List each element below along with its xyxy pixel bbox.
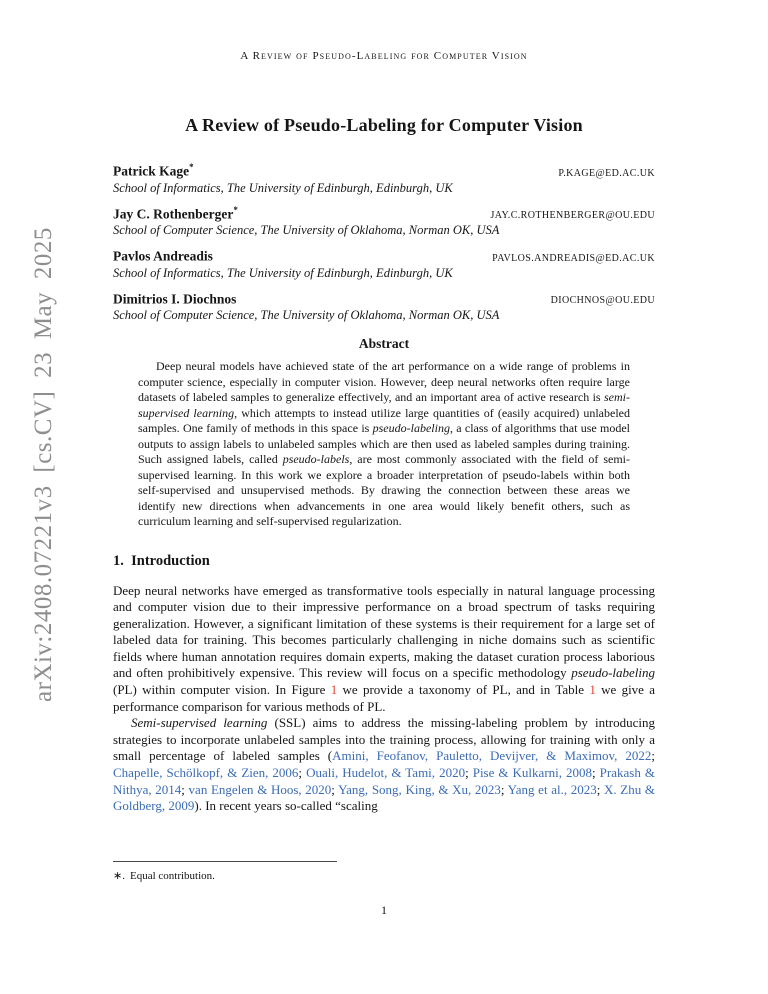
author-name-text: Jay C. Rothenberger — [113, 206, 234, 221]
abstract-body — [138, 359, 630, 530]
author-name — [113, 290, 236, 308]
equal-contribution-mark: * — [189, 162, 194, 172]
author-name — [113, 162, 194, 180]
body-text: Deep neural models have achieved state of the art performance on a wide range of problems in computer science, especially in computer vision. However, deep neural networks often require large datasets of labeled samples to generalize effectively, and an important area of active research is — [138, 359, 630, 404]
citation-link[interactable]: Amini, Feofanov, Pauletto, Devijver, & Maximov, 2022 — [332, 748, 652, 764]
body-text: ; — [331, 781, 339, 797]
paper-content — [113, 0, 655, 815]
citation-link[interactable]: Prakash & Nithya, 2014 — [113, 765, 655, 797]
citation-link[interactable]: X. Zhu & Goldberg, 2009 — [113, 781, 655, 814]
author-name — [113, 247, 213, 265]
citation-link[interactable]: Ouali, Hudelot, & Tami, 2020 — [306, 765, 466, 781]
author-row — [113, 290, 655, 308]
body-text: ; — [181, 781, 189, 797]
body-text: (PL) within computer vision. In Figure — [113, 682, 331, 698]
footnote-rule — [113, 861, 337, 862]
author-affiliation: School of Computer Science, The University of Oklahoma, Norman OK, USA — [113, 223, 500, 237]
body-text: ; — [596, 781, 604, 797]
emphasis-text: semi-supervised learning — [138, 390, 630, 420]
emphasis-text: pseudo-labeling — [372, 421, 450, 435]
author-row — [113, 247, 655, 265]
body-text: , are most commonly associated with the field of semi-supervised learning. In this work we explore a broader interpretation of pseudo-labels within both self-supervised and unsupervised methods. By drawing the connection between these areas we identify new directions when advancements in one area would likely benefit others, such as curriculum learning and self-supervised regularization. — [138, 452, 630, 528]
author-entry — [113, 162, 655, 196]
arxiv-watermark: arXiv:2408.07221v3 [cs.CV] 23 May 2025 — [30, 227, 57, 702]
intro-paragraph-1 — [113, 583, 655, 716]
author-entry — [113, 290, 655, 324]
footnote — [113, 869, 215, 882]
intro-paragraph-2 — [113, 715, 655, 815]
author-block — [113, 162, 655, 323]
citation-link[interactable]: Yang et al., 2023 — [507, 781, 597, 797]
author-affiliation: School of Informatics, The University of Edinburgh, Edinburgh, UK — [113, 265, 453, 280]
body-text: ; — [298, 765, 307, 781]
footnote-marker: ∗. — [113, 870, 125, 882]
emphasis-text: Semi-supervised learning — [131, 715, 268, 731]
author-name-text: Dimitrios I. Diochnos — [113, 291, 237, 306]
emphasis-text: pseudo-labels — [282, 452, 350, 466]
body-text: ; — [465, 765, 473, 781]
citation-link[interactable]: Yang, Song, King, & Xu, 2023 — [338, 781, 501, 797]
running-head: A Review of Pseudo-Labeling for Computer Vision — [240, 50, 528, 62]
figure-table-ref-link[interactable]: 1 — [330, 682, 338, 698]
body-text: we provide a taxonomy of PL, and in Table — [337, 682, 590, 698]
author-affiliation: School of Informatics, The University of Edinburgh, Edinburgh, UK — [113, 180, 453, 195]
author-email: JAY.C.ROTHENBERGER@OU.EDU — [490, 210, 655, 221]
body-text: we give a performance comparison for various methods of PL. — [113, 682, 656, 714]
author-row — [113, 162, 655, 180]
body-text: ; — [592, 765, 600, 781]
footnote-text: Equal contribution. — [129, 870, 215, 882]
author-entry — [113, 247, 655, 281]
citation-link[interactable]: van Engelen & Hoos, 2020 — [188, 781, 332, 797]
author-name — [113, 205, 238, 223]
body-text: ). In recent years so-called “scaling — [194, 798, 378, 814]
paper-title: A Review of Pseudo-Labeling for Computer Vision — [185, 115, 583, 135]
body-text: Deep neural networks have emerged as transformative tools especially in natural language processing and computer vision due to their impressive performance on a broad spectrum of tasks requiring generalization. However, a significant limitation of these systems is their requirement for a large set of labeled data for training. This becomes particularly challenging in niche domains such as scientific fields where human annotation requires domain experts, making the dataset curation process laborious and often prohibitively expensive. This review will focus on a specific methodology — [113, 582, 655, 681]
body-text: , which attempts to instead utilize large quantities of (easily acquired) unlabeled samples. One family of methods in this space is — [138, 405, 630, 435]
author-email: PAVLOS.ANDREADIS@ED.AC.UK — [492, 252, 655, 264]
author-affiliation: School of Computer Science, The University of Oklahoma, Norman OK, USA — [113, 308, 500, 322]
body-text: ; — [651, 748, 655, 764]
emphasis-text: pseudo-labeling — [571, 665, 655, 681]
citation-link[interactable]: Chapelle, Schölkopf, & Zien, 2006 — [113, 765, 299, 781]
citation-link[interactable]: Pise & Kulkarni, 2008 — [472, 765, 593, 781]
author-email: DIOCHNOS@OU.EDU — [550, 295, 655, 306]
author-name-text: Patrick Kage — [113, 163, 190, 179]
body-text: (SSL) aims to address the missing-labeling problem by introducing strategies to incorporate unlabeled samples into the training process, allowing for training with only a small percentage of labeled samples ( — [113, 715, 655, 764]
figure-table-ref-link[interactable]: 1 — [589, 682, 596, 698]
page-number: 1 — [381, 903, 387, 917]
author-name-text: Pavlos Andreadis — [113, 248, 213, 264]
author-email: P.KAGE@ED.AC.UK — [558, 167, 655, 179]
abstract-heading: Abstract — [358, 336, 410, 351]
equal-contribution-mark: * — [233, 204, 238, 215]
body-text: ; — [500, 781, 508, 797]
section-heading-introduction: 1. Introduction — [113, 552, 210, 569]
author-row — [113, 205, 655, 223]
body-text: , a class of algorithms that use model outputs to assign labels to unlabeled samples which are then used as labeled samples during training. Such assigned labels, called — [138, 421, 630, 466]
author-entry — [113, 205, 655, 239]
